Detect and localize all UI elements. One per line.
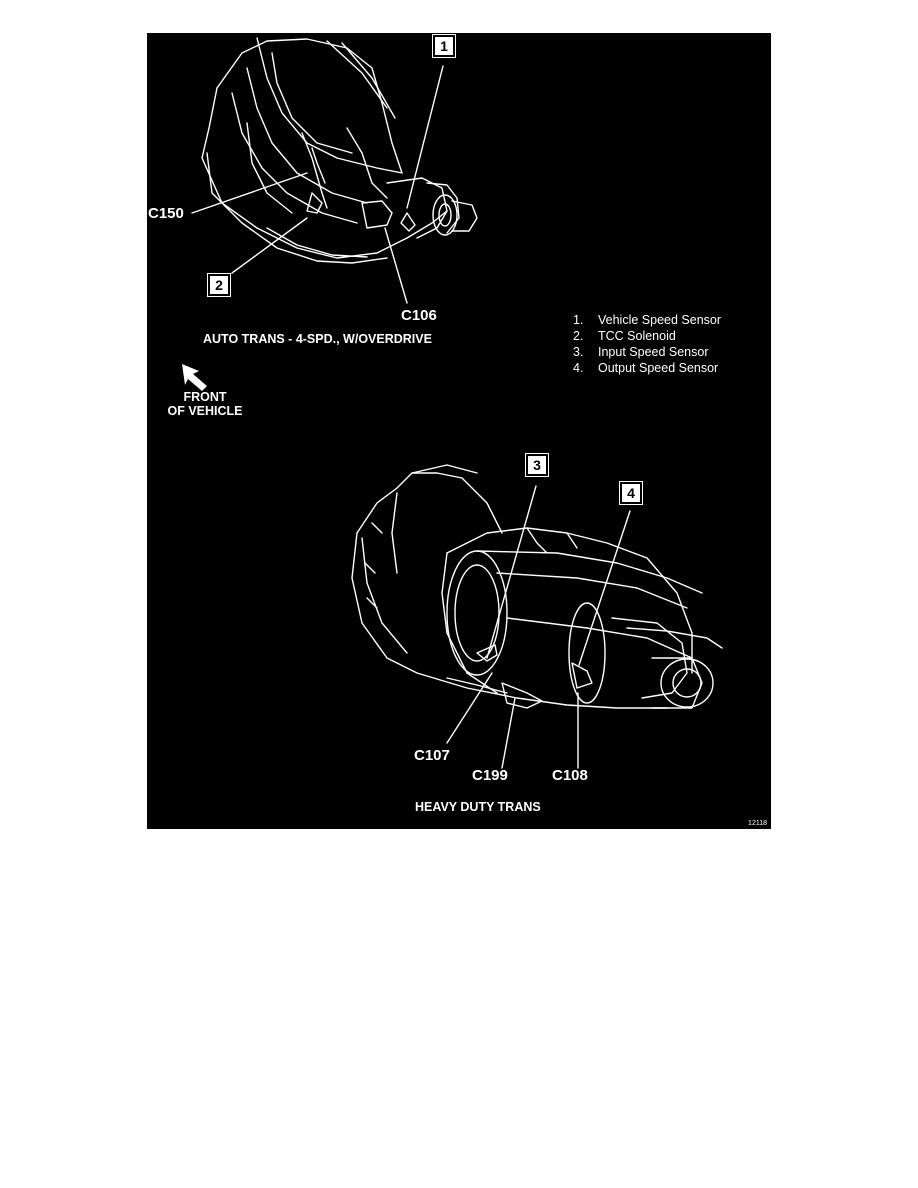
legend-item-text: Input Speed Sensor <box>598 345 709 359</box>
title-upper-transmission: AUTO TRANS - 4-SPD., W/OVERDRIVE <box>203 332 432 346</box>
upper-transmission-drawing <box>202 38 477 263</box>
connector-label-c107: C107 <box>414 747 450 764</box>
callout-2: 2 <box>208 274 230 296</box>
callout-4: 4 <box>620 482 642 504</box>
legend-item-text: Vehicle Speed Sensor <box>598 313 722 327</box>
front-of-vehicle-label <box>162 390 248 418</box>
legend-item-number: 4. <box>573 361 584 375</box>
legend-item <box>573 312 721 328</box>
callout-1: 1 <box>433 35 455 57</box>
connector-label-c199: C199 <box>472 767 508 784</box>
legend-item-text: TCC Solenoid <box>598 329 676 343</box>
front-arrow-icon <box>182 364 207 391</box>
legend-item-number: 2. <box>573 329 584 343</box>
lower-transmission-drawing <box>352 465 722 708</box>
callout-3: 3 <box>526 454 548 476</box>
legend-item-number: 1. <box>573 313 584 327</box>
legend <box>573 312 721 376</box>
front-of-vehicle-line1: FRONT <box>183 390 227 404</box>
connector-label-c108: C108 <box>552 767 588 784</box>
leader-lines <box>192 66 630 768</box>
legend-item-number: 3. <box>573 345 584 359</box>
diagram-panel <box>147 33 771 829</box>
legend-item-text: Output Speed Sensor <box>598 361 719 375</box>
connector-label-c150: C150 <box>148 205 184 222</box>
connector-label-c106: C106 <box>401 307 437 324</box>
figure-code: 12118 <box>748 820 767 827</box>
legend-item <box>573 328 721 344</box>
transmission-line-art <box>147 33 771 829</box>
front-of-vehicle-line2: OF VEHICLE <box>167 404 243 418</box>
legend-item <box>573 360 721 376</box>
legend-item <box>573 344 721 360</box>
title-lower-transmission: HEAVY DUTY TRANS <box>415 800 541 814</box>
